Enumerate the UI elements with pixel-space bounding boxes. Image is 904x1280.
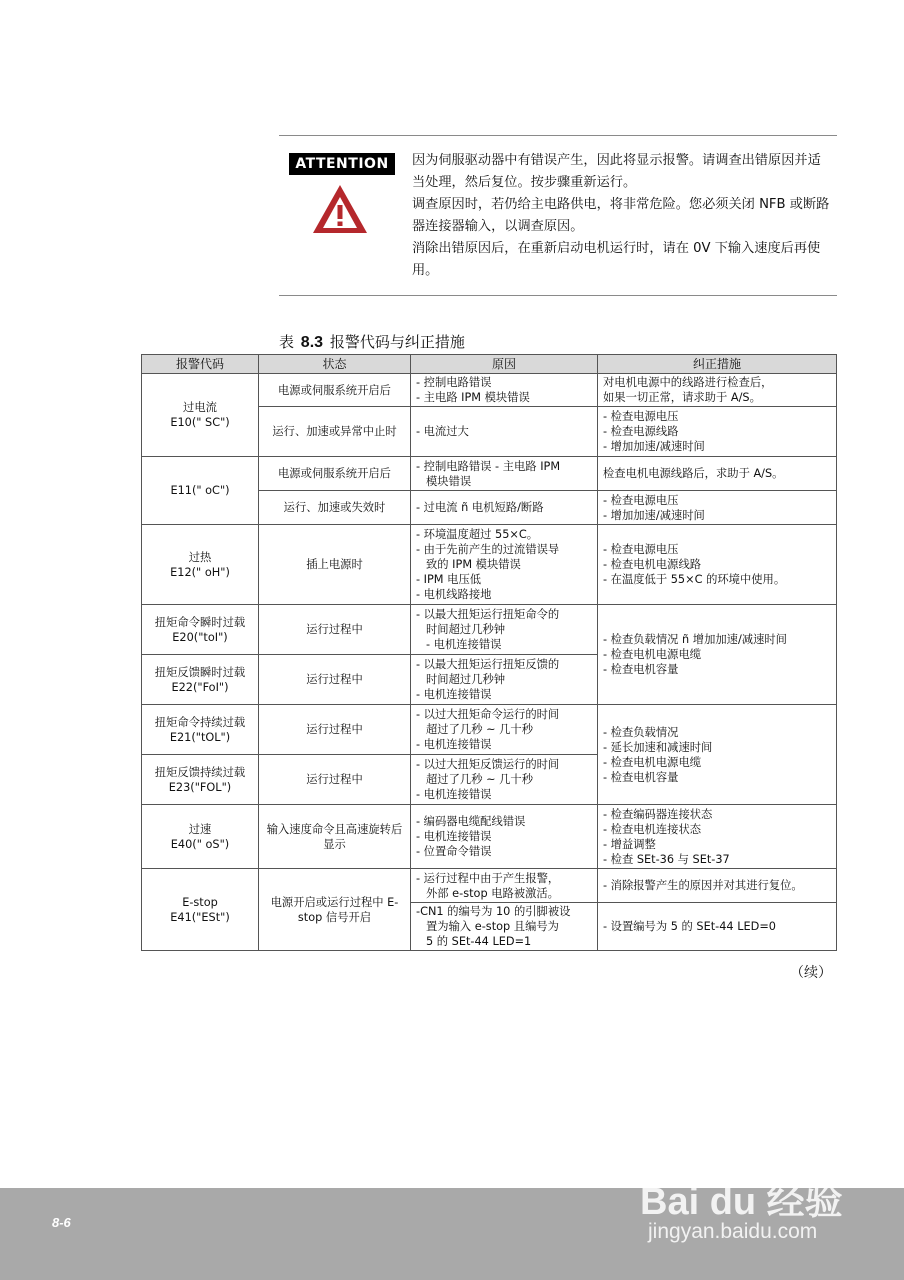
alarm-code-cell xyxy=(142,605,259,655)
action-line: - 检查电源电压 xyxy=(603,493,679,507)
status-cell: 运行过程中 xyxy=(259,605,411,655)
alarm-name: 过电流 xyxy=(183,401,217,414)
alarm-name: 过热 xyxy=(188,550,212,564)
alarm-name: 扭矩反馈瞬时过载 xyxy=(154,665,246,679)
alarm-code-table xyxy=(141,354,837,951)
status-cell: 插上电源时 xyxy=(259,525,411,605)
action-line: - 增加加速/减速时间 xyxy=(603,440,705,453)
action-line: - 在温度低于 55×C 的环境中使用。 xyxy=(603,573,786,586)
header-cause: 原因 xyxy=(411,355,598,374)
action-line: - 检查电源电压 xyxy=(603,410,679,423)
action-line: - 检查电机电源线路 xyxy=(603,558,702,571)
alarm-code: E22("FoI") xyxy=(171,680,229,694)
action-cell xyxy=(598,525,837,605)
table-row xyxy=(142,525,837,605)
alarm-code-cell xyxy=(142,805,259,869)
action-cell xyxy=(598,605,837,705)
cause-cell xyxy=(411,605,598,655)
status-cell: 电源或伺服系统开启后 xyxy=(259,457,411,491)
cause-cell xyxy=(411,705,598,755)
cause-cell xyxy=(411,805,598,869)
cause-line: - 环境温度超过 55×C。 xyxy=(416,528,539,541)
page-number: 8-6 xyxy=(52,1215,71,1230)
alarm-code: E20("toI") xyxy=(172,630,228,644)
attention-paragraph-1: 因为伺服驱动器中有错误产生，因此将显示报警。请调查出错原因并适当处理，然后复位。按步骤重新运行。 xyxy=(412,153,821,190)
status-cell: 输入速度命令且高速旋转后显示 xyxy=(259,805,411,869)
action-line: - 检查 SEt-36 与 SEt-37 xyxy=(603,852,730,866)
cause-line: - 位置命令错误 xyxy=(416,845,492,858)
action-line: - 检查电机容量 xyxy=(603,770,679,784)
action-cell xyxy=(598,374,837,407)
cause-line: - 以过大扭矩反馈运行的时间 xyxy=(416,758,560,771)
header-status: 状态 xyxy=(259,355,411,374)
cause-line: - 电机连接错误 xyxy=(416,688,492,701)
action-line: - 检查电机电源电缆 xyxy=(603,755,702,769)
cause-line: - 控制电路错误 xyxy=(416,376,492,389)
cause-cell xyxy=(411,457,598,491)
table-header-row xyxy=(142,355,837,374)
alarm-code: E12(" oH") xyxy=(170,565,230,579)
cause-line: - 电机连接错误 xyxy=(416,788,492,801)
alarm-name: 过速 xyxy=(188,822,212,836)
action-line: 对电机电源中的线路进行检查后， xyxy=(603,376,773,389)
alarm-name: 扭矩命令持续过载 xyxy=(154,715,246,729)
warning-triangle-icon xyxy=(311,183,369,235)
continued-label: （续） xyxy=(790,965,832,981)
action-line: - 增益调整 xyxy=(603,837,656,851)
cause-line: - 过电流 ñ 电机短路/断路 xyxy=(416,501,544,514)
cause-cell xyxy=(411,755,598,805)
status-cell: 运行过程中 xyxy=(259,655,411,705)
status-cell: 运行、加速或异常中止时 xyxy=(259,407,411,457)
table-row xyxy=(142,374,837,407)
action-line: - 检查电机连接状态 xyxy=(603,822,702,836)
cause-line: 模块错误 xyxy=(426,474,472,488)
table-row xyxy=(142,869,837,903)
cause-line: 超过了几秒 ~ 几十秒 xyxy=(426,723,534,736)
action-cell xyxy=(598,903,837,951)
cause-line: 置为输入 e-stop 且编号为 xyxy=(426,920,559,933)
cause-cell xyxy=(411,525,598,605)
action-line: - 检查负载情况 xyxy=(603,725,679,739)
alarm-code-cell xyxy=(142,655,259,705)
status-cell: 运行、加速或失效时 xyxy=(259,491,411,525)
cause-line: - 电机连接错误 xyxy=(416,830,492,843)
status-cell: 电源开启或运行过程中 E-stop 信号开启 xyxy=(259,869,411,951)
status-cell: 电源或伺服系统开启后 xyxy=(259,374,411,407)
cause-line: - 由于先前产生的过流错误导 xyxy=(416,543,560,556)
cause-line: - 控制电路错误 - 主电路 IPM xyxy=(416,459,561,473)
cause-cell xyxy=(411,407,598,457)
cause-line: 时间超过几秒钟 xyxy=(426,673,506,686)
cause-line: 时间超过几秒钟 xyxy=(426,623,506,636)
cause-line: - 电机连接错误 xyxy=(426,638,502,651)
attention-badge: ATTENTION xyxy=(289,153,395,175)
cause-line: - 主电路 IPM 模块错误 xyxy=(416,391,530,404)
alarm-name: 扭矩命令瞬时过载 xyxy=(154,615,246,629)
caption-prefix: 表 xyxy=(279,333,295,351)
status-cell: 运行过程中 xyxy=(259,705,411,755)
cause-cell xyxy=(411,903,598,951)
cause-line: - 电机连接错误 xyxy=(416,738,492,751)
cause-cell xyxy=(411,869,598,903)
cause-line: - 以过大扭矩命令运行的时间 xyxy=(416,708,560,721)
action-line: - 消除报警产生的原因并对其进行复位。 xyxy=(603,879,803,892)
action-cell xyxy=(598,457,837,491)
action-line: - 检查电机容量 xyxy=(603,663,679,676)
cause-line: - IPM 电压低 xyxy=(416,573,482,586)
attention-text xyxy=(412,150,832,282)
attention-notice xyxy=(279,135,837,296)
table-row xyxy=(142,805,837,869)
cause-line: 5 的 SEt-44 LED=1 xyxy=(426,935,532,948)
alarm-code-cell xyxy=(142,755,259,805)
cause-line: - 编码器电缆配线错误 xyxy=(416,815,526,828)
alarm-code: E11(" oC") xyxy=(170,484,230,497)
action-cell xyxy=(598,805,837,869)
alarm-code-cell xyxy=(142,705,259,755)
cause-cell xyxy=(411,374,598,407)
action-cell xyxy=(598,407,837,457)
cause-line: 外部 e-stop 电路被激活。 xyxy=(426,886,559,900)
attention-paragraph-2: 调查原因时，若仍给主电路供电，将非常危险。您必须关闭 NFB 或断路器连接器输入，以调查原因。 xyxy=(412,197,830,234)
status-cell: 运行过程中 xyxy=(259,755,411,805)
alarm-code: E10(" SC") xyxy=(170,416,230,429)
action-line: - 检查电源电压 xyxy=(603,543,679,556)
cause-line: - 电流过大 xyxy=(416,425,469,438)
watermark-brand: Bai du 经验 xyxy=(640,1181,843,1223)
cause-line: - 以最大扭矩运行扭矩命令的 xyxy=(416,608,560,621)
action-line: - 检查电源线路 xyxy=(603,425,679,438)
alarm-code: E23("FOL") xyxy=(168,780,232,794)
action-line: - 设置编号为 5 的 SEt-44 LED=0 xyxy=(603,920,776,933)
attention-paragraph-3: 消除出错原因后，在重新启动电机运行时，请在 0V 下输入速度后再使用。 xyxy=(412,241,821,278)
header-alarm-code: 报警代码 xyxy=(142,355,259,374)
baidu-watermark xyxy=(640,1140,860,1270)
alarm-code: E40(" oS") xyxy=(170,837,230,851)
alarm-code: E21("tOL") xyxy=(169,730,231,744)
action-line: 如果一切正常，请求助于 A/S。 xyxy=(603,391,761,404)
cause-line: -CN1 的编号为 10 的引脚被设 xyxy=(416,905,571,918)
action-cell xyxy=(598,869,837,903)
cause-line: - 运行过程中由于产生报警， xyxy=(416,871,560,885)
alarm-name: E-stop xyxy=(182,895,218,909)
table-row xyxy=(142,457,837,491)
table-row xyxy=(142,705,837,755)
alarm-code-cell xyxy=(142,374,259,457)
cause-line: - 电机线路接地 xyxy=(416,588,492,601)
alarm-code-cell xyxy=(142,869,259,951)
alarm-code-cell xyxy=(142,525,259,605)
table-caption xyxy=(279,331,465,352)
caption-title: 报警代码与纠正措施 xyxy=(329,333,465,351)
watermark-url: jingyan.baidu.com xyxy=(648,1220,818,1243)
alarm-code: E41("ESt") xyxy=(170,910,230,924)
cause-cell xyxy=(411,491,598,525)
action-line: - 检查编码器连接状态 xyxy=(603,807,713,821)
action-cell xyxy=(598,491,837,525)
table-row xyxy=(142,605,837,655)
caption-number: 8.3 xyxy=(300,334,324,351)
alarm-code-cell xyxy=(142,457,259,525)
cause-line: 超过了几秒 ~ 几十秒 xyxy=(426,773,534,786)
cause-line: - 以最大扭矩运行扭矩反馈的 xyxy=(416,658,560,671)
action-line: 检查电机电源线路后，求助于 A/S。 xyxy=(603,467,784,480)
cause-line: 致的 IPM 模块错误 xyxy=(426,558,521,571)
action-cell xyxy=(598,705,837,805)
action-line: - 延长加速和减速时间 xyxy=(603,740,713,754)
action-line: - 检查负载情况 ñ 增加加速/减速时间 xyxy=(603,633,787,646)
action-line: - 增加加速/减速时间 xyxy=(603,508,705,522)
action-line: - 检查电机电源电缆 xyxy=(603,648,702,661)
cause-cell xyxy=(411,655,598,705)
header-action: 纠正措施 xyxy=(598,355,837,374)
alarm-name: 扭矩反馈持续过载 xyxy=(154,765,246,779)
